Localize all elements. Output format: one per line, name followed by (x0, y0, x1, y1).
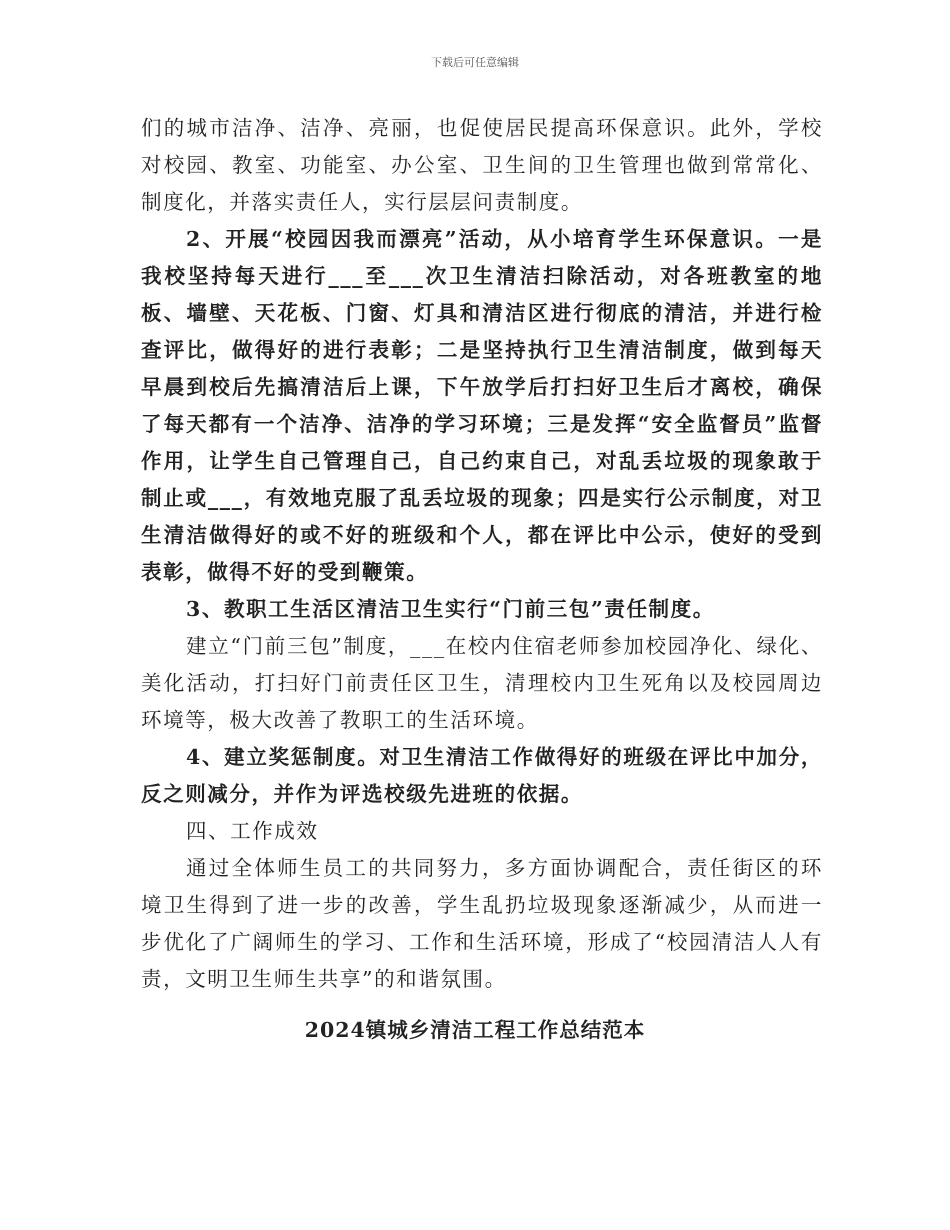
paragraph-door-responsibility: 建立“门前三包”制度，___在校内住宿老师参加校园净化、绿化、美化活动，打扫好门前责任区卫生，清理校内卫生死角以及校园周边环境等，极大改善了教职工的生活环境。 (141, 634, 823, 732)
document-body (141, 110, 823, 998)
paragraph-campus-activity: 2、开展“校园因我而漂亮”活动，从小培育学生环保意识。一是我校坚持每天进行___至___次卫生清洁扫除活动，对各班教室的地板、墙壁、天花板、门窗、灯具和清洁区进行彻底的清洁，并进行检查评比，做得好的进行表彰；二是坚持执行卫生清洁制度，做到每天早晨到校后先搞清洁后上课，下午放学后打扫好卫生后才离校，确保了每天都有一个洁净、洁净的学习环境；三是发挥“安全监督员”监督作用，让学生自己管理自己，自己约束自己，对乱丢垃圾的现象敢于制止或___，有效地克服了乱丢垃圾的现象；四是实行公示制度，对卫生清洁做得好的或不好的班级和个人，都在评比中公示，使好的受到表彰，做得不好的受到鞭策。 (141, 227, 823, 584)
paragraph-results: 通过全体师生员工的共同努力，多方面协调配合，责任街区的环境卫生得到了进一步的改善，学生乱扔垃圾现象逐渐减少，从而进一步优化了广阔师生的学习、工作和生活环境，形成了“校园清洁人人有责，文明卫生师生共享”的和谐氛围。 (141, 856, 823, 991)
paragraph-staff-area-heading: 3、教职工生活区清洁卫生实行“门前三包”责任制度。 (186, 597, 715, 621)
paragraph-reward-system: 4、建立奖惩制度。对卫生清洁工作做得好的班级在评比中加分，反之则减分，并作为评选校级先进班的依据。 (141, 745, 823, 806)
document-title: 2024镇城乡清洁工程工作总结范本 (304, 1018, 646, 1042)
section-heading-results: 四、工作成效 (186, 819, 319, 843)
paragraph-intro-continuation: 们的城市洁净、洁净、亮丽，也促使居民提高环保意识。此外，学校对校园、教室、功能室、办公室、卫生间的卫生管理也做到常常化、制度化，并落实责任人，实行层层问责制度。 (141, 116, 823, 214)
page-header-note: 下载后可任意编辑 (431, 56, 519, 69)
